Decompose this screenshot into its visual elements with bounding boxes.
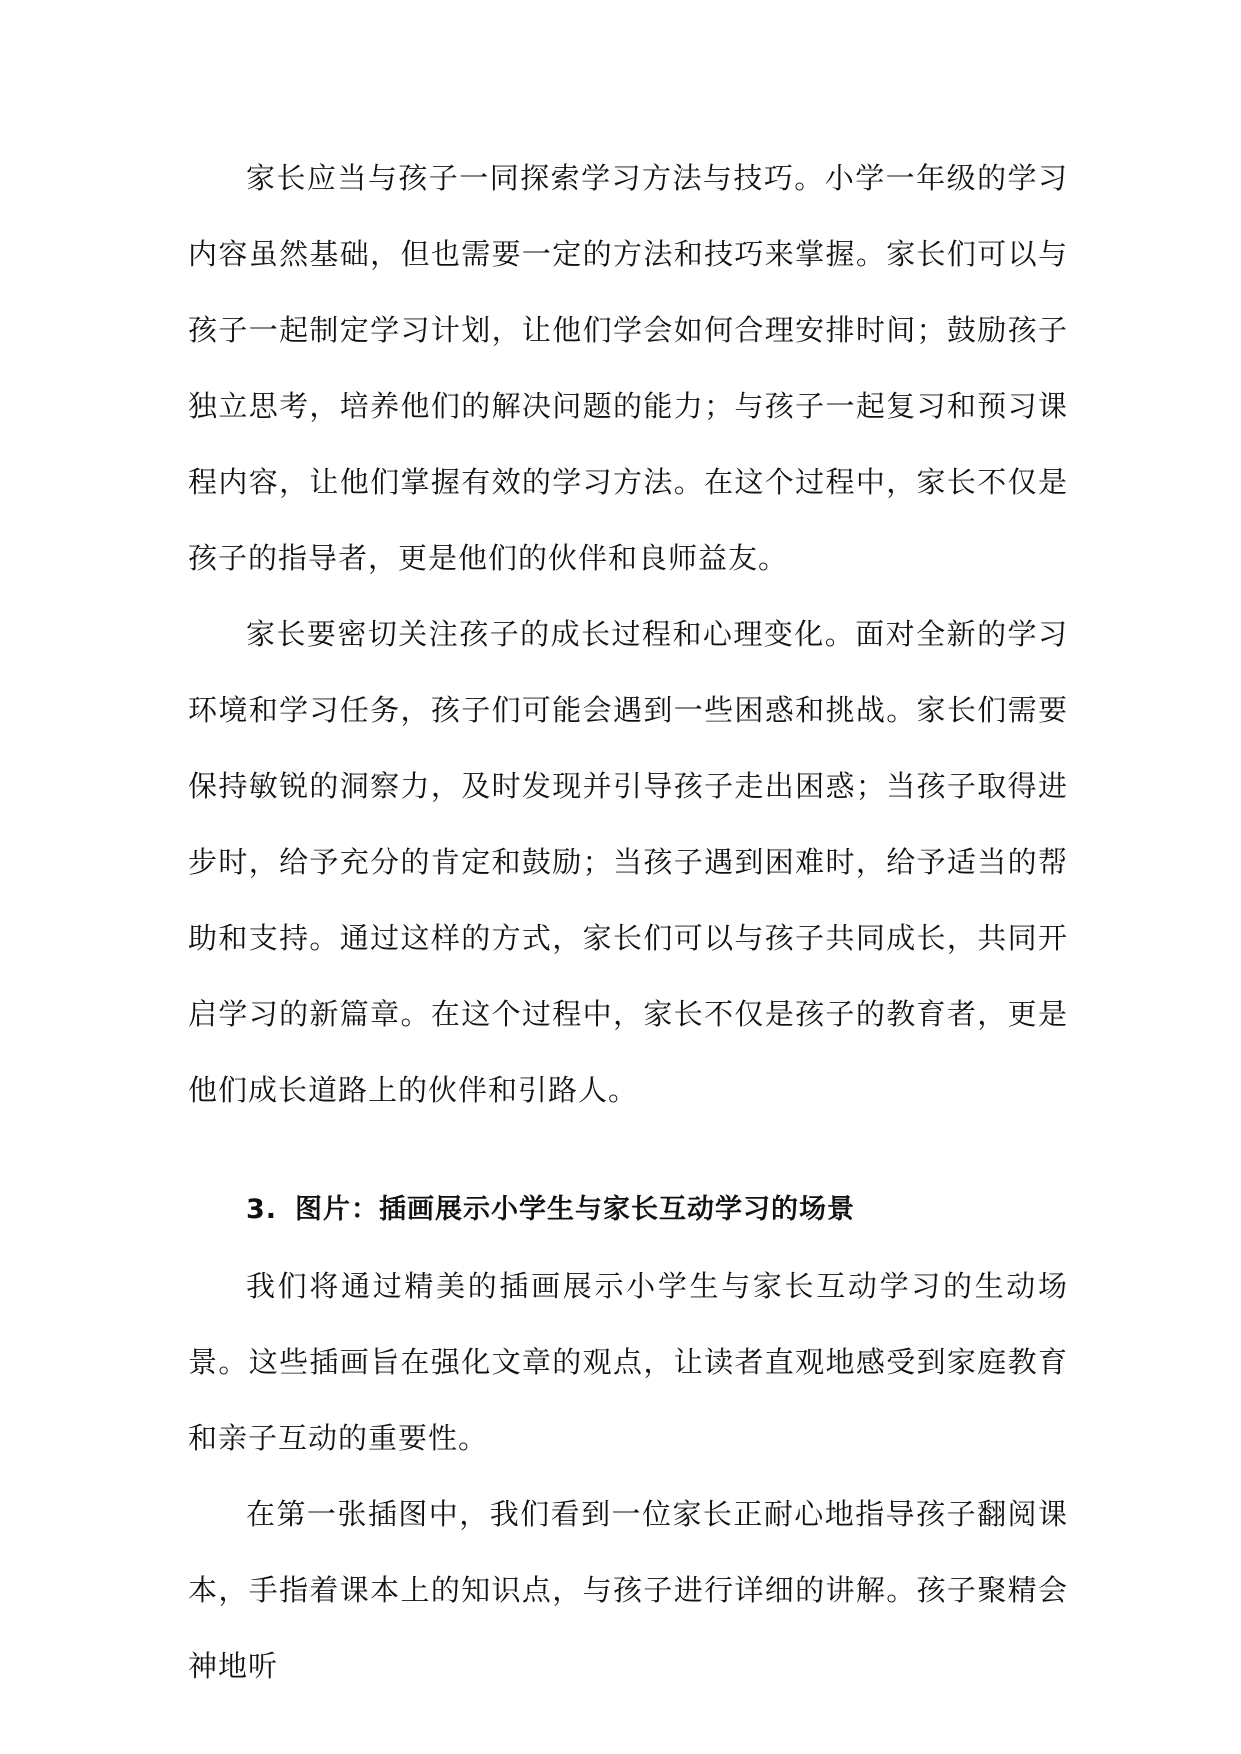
section-number: 3. [246,1194,278,1225]
section-heading [188,1172,1068,1248]
paragraph-first-illustration: 在第一张插图中，我们看到一位家长正耐心地指导孩子翻阅课本，手指着课本上的知识点，与孩子进行详细的讲解。孩子聚精会神地听 [188,1497,1068,1683]
document-body [188,140,1068,1704]
section-spacer [188,1128,1068,1172]
section-title: 图片：插画展示小学生与家长互动学习的场景 [295,1194,856,1225]
paragraph-learning-methods: 家长应当与孩子一同探索学习方法与技巧。小学一年级的学习内容虽然基础，但也需要一定的方法和技巧来掌握。家长们可以与孩子一起制定学习计划，让他们学会如何合理安排时间；鼓励孩子独立思考，培养他们的解决问题的能力；与孩子一起复习和预习课程内容，让他们掌握有效的学习方法。在这个过程中，家长不仅是孩子的指导者，更是他们的伙伴和良师益友。 [188,161,1068,575]
paragraph-growth-attention: 家长要密切关注孩子的成长过程和心理变化。面对全新的学习环境和学习任务，孩子们可能会遇到一些困惑和挑战。家长们需要保持敏锐的洞察力，及时发现并引导孩子走出困惑；当孩子取得进步时，给予充分的肯定和鼓励；当孩子遇到困难时，给予适当的帮助和支持。通过这样的方式，家长们可以与孩子共同成长，共同开启学习的新篇章。在这个过程中，家长不仅是孩子的教育者，更是他们成长道路上的伙伴和引路人。 [188,617,1068,1107]
paragraph-illustrations-intro: 我们将通过精美的插画展示小学生与家长互动学习的生动场景。这些插画旨在强化文章的观点，让读者直观地感受到家庭教育和亲子互动的重要性。 [188,1269,1068,1455]
